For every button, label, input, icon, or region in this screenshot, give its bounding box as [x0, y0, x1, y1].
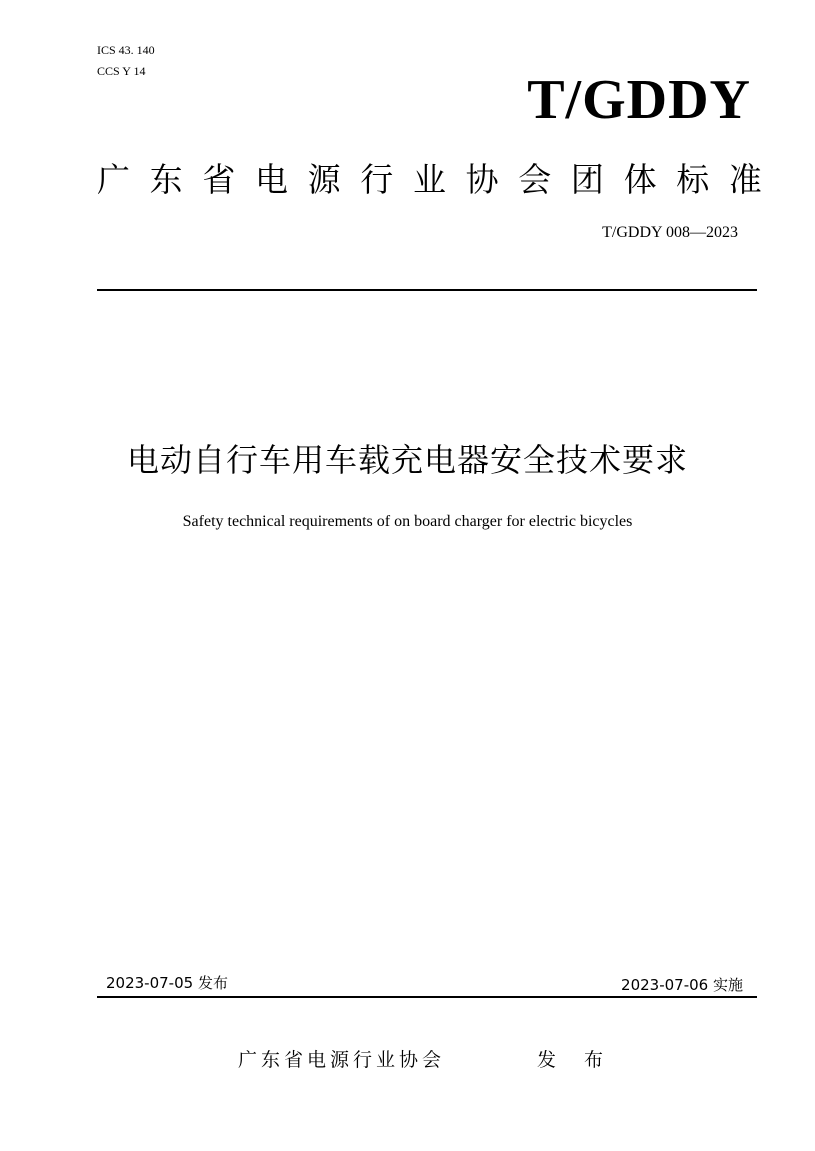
org-title-char: 东	[149, 160, 183, 199]
issue-label: 发 布	[537, 1049, 615, 1071]
org-title-char: 源	[307, 160, 341, 199]
org-title-char: 业	[412, 160, 446, 199]
ccs-code: CCS Y 14	[97, 64, 146, 78]
org-title-char: 协	[465, 160, 499, 199]
org-title-char: 会	[518, 160, 552, 199]
document-title-english: Safety technical requirements of on board charger for electric bicycles	[182, 513, 633, 530]
implementation-date: 2023-07-06 实施	[621, 976, 743, 994]
ics-code: ICS 43. 140	[97, 43, 155, 57]
org-title-char: 省	[202, 160, 236, 199]
org-title-char: 广	[97, 160, 130, 199]
bottom-divider	[97, 996, 757, 998]
org-title-char: 电	[254, 160, 288, 199]
org-title-char: 体	[623, 160, 657, 199]
org-title-char: 标	[676, 160, 710, 199]
standard-number: T/GDDY 008—2023	[602, 224, 738, 241]
issue-date: 2023-07-05 发布	[106, 974, 228, 992]
org-title-char: 团	[570, 160, 604, 199]
organization-standard-title	[97, 158, 762, 202]
document-title-chinese: 电动自行车用车载充电器安全技术要求	[126, 441, 688, 479]
top-divider	[97, 289, 757, 291]
standard-logo: T/GDDY	[527, 69, 751, 131]
org-title-char: 行	[360, 160, 394, 199]
org-title-char: 准	[728, 160, 762, 199]
issuing-organization: 广东省电源行业协会	[238, 1049, 446, 1071]
